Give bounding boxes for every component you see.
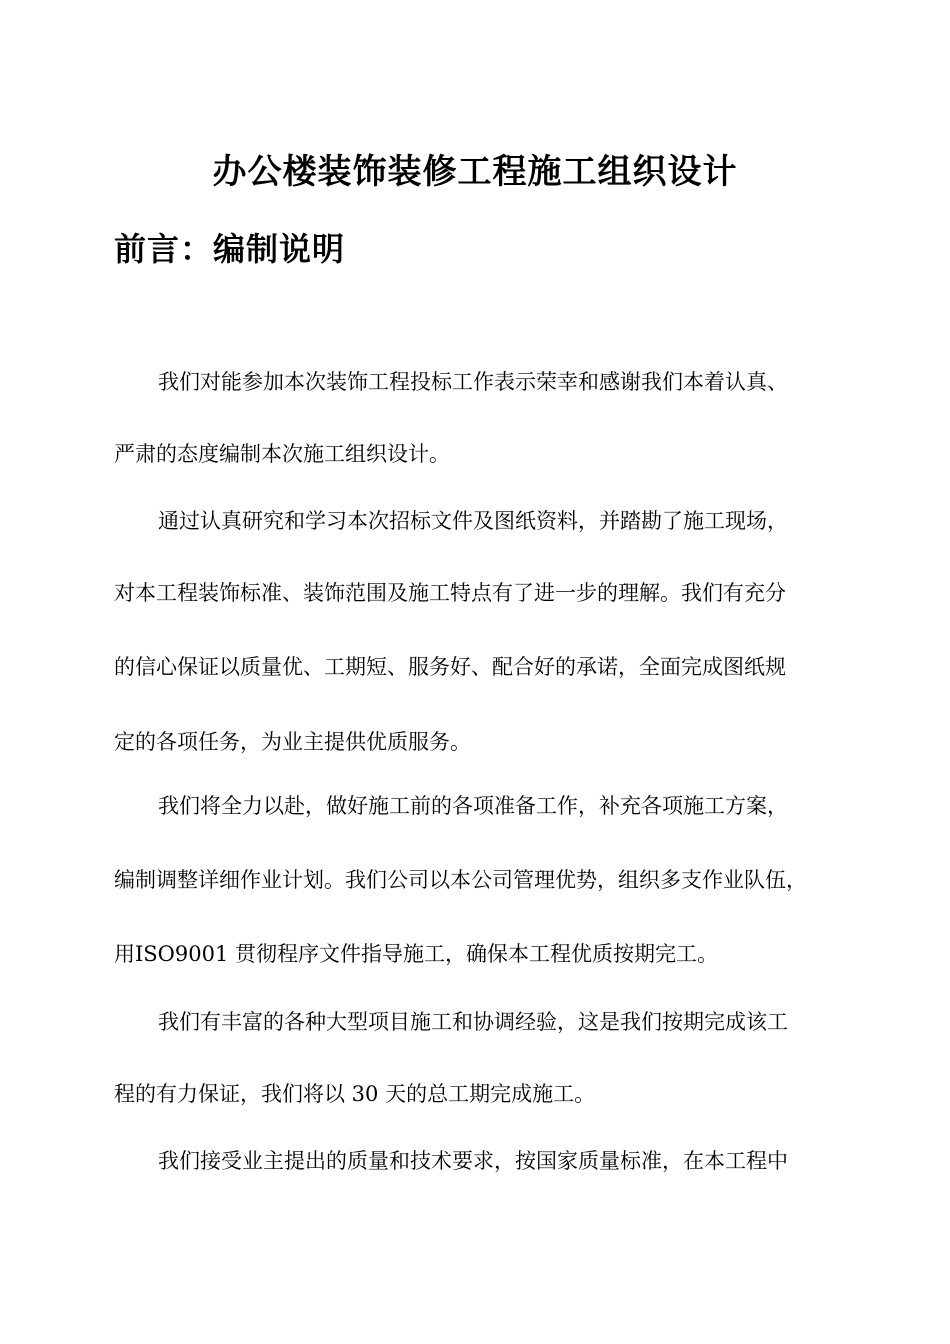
paragraph-line: 的信心保证以质量优、工期短、服务好、配合好的承诺，全面完成图纸规 bbox=[114, 655, 786, 679]
paragraph-line: 严肃的态度编制本次施工组织设计。 bbox=[114, 442, 450, 466]
paragraph-line: 用ISO9001 贯彻程序文件指导施工，确保本工程优质按期完工。 bbox=[114, 942, 719, 966]
paragraph-line: 定的各项任务，为业主提供优质服务。 bbox=[114, 730, 471, 754]
paragraph-line: 我们对能参加本次装饰工程投标工作表示荣幸和感谢我们本着认真、 bbox=[158, 370, 788, 394]
paragraph-line: 对本工程装饰标准、装饰范围及施工特点有了进一步的理解。我们有充分 bbox=[114, 581, 786, 605]
document-title: 办公楼装饰装修工程施工组织设计 bbox=[212, 152, 738, 192]
paragraph-line: 程的有力保证，我们将以 30 天的总工期完成施工。 bbox=[114, 1082, 596, 1106]
paragraph-line: 编制调整详细作业计划。我们公司以本公司管理优势，组织多支作业队伍， bbox=[114, 868, 807, 892]
paragraph-line: 我们将全力以赴，做好施工前的各项准备工作，补充各项施工方案， bbox=[158, 794, 788, 818]
paragraph-line: 我们有丰富的各种大型项目施工和协调经验，这是我们按期完成该工 bbox=[158, 1010, 788, 1034]
paragraph-line: 通过认真研究和学习本次招标文件及图纸资料，并踏勘了施工现场， bbox=[158, 509, 788, 533]
paragraph-line: 我们接受业主提出的质量和技术要求，按国家质量标准，在本工程中 bbox=[158, 1149, 788, 1173]
section-heading: 前言：编制说明 bbox=[114, 230, 346, 268]
